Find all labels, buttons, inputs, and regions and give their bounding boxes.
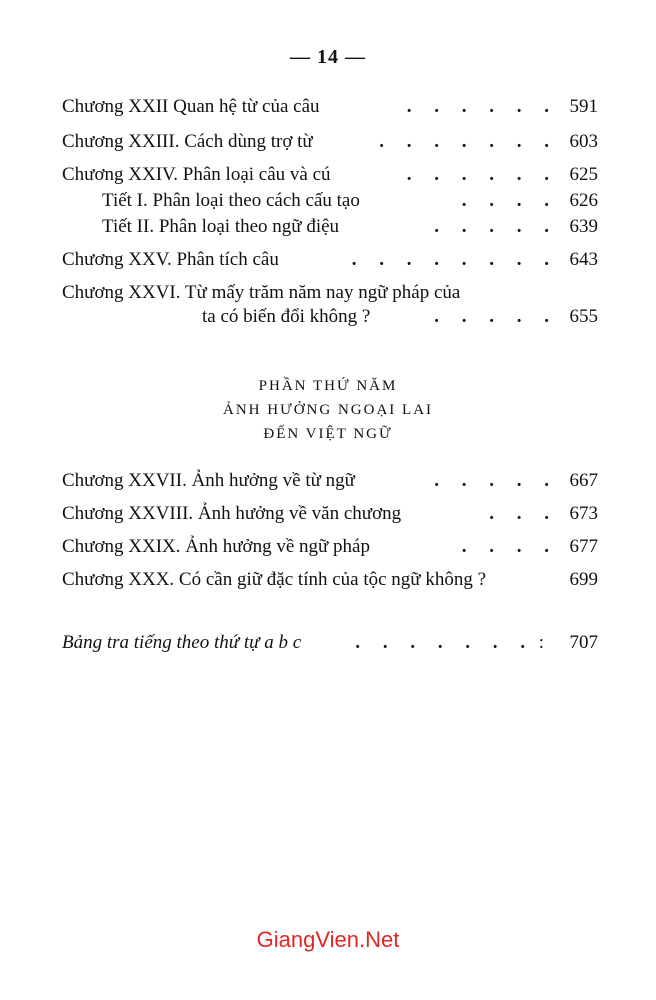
- toc-entry-page: 639: [569, 216, 598, 237]
- index-entry: [62, 632, 598, 658]
- dot-leader: . . . . . . .: [379, 131, 558, 152]
- toc-entry-page: 667: [569, 470, 598, 491]
- toc-entry: [62, 131, 598, 157]
- toc-entry: [62, 536, 598, 562]
- toc-entry-continuation: [62, 306, 598, 332]
- index-separator: :: [538, 632, 544, 653]
- toc-entry-page: 699: [569, 569, 598, 590]
- dot-leader: . . . . .: [434, 216, 558, 237]
- toc-entry-page: 626: [569, 190, 598, 211]
- toc-entry-title: Chương XXII Quan hệ từ của câu: [62, 96, 320, 117]
- toc-subentry: [102, 216, 598, 242]
- toc-subentry: [102, 190, 598, 216]
- toc-entry-page: 591: [569, 96, 598, 117]
- toc-entry-page: 677: [569, 536, 598, 557]
- toc-entry-title: Chương XXVIII. Ảnh hưởng về văn chương: [62, 503, 402, 524]
- section-title-line-2: ĐẾN VIỆT NGỮ: [263, 426, 393, 442]
- toc-entry-title: Chương XXIII. Cách dùng trợ từ: [62, 131, 313, 152]
- dot-leader: . . . .: [461, 190, 558, 211]
- toc-entry-page: 673: [569, 503, 598, 524]
- dot-leader: . . . .: [461, 536, 558, 557]
- dot-leader: . . .: [489, 503, 558, 524]
- toc-entry-page: 655: [569, 306, 598, 327]
- toc-entry: [62, 503, 598, 529]
- toc-entry-title: Chương XXV. Phân tích câu: [62, 249, 279, 270]
- toc-entry: [62, 249, 598, 275]
- dot-leader: . . . . .: [434, 470, 558, 491]
- toc-entry: [62, 470, 598, 496]
- toc-entry: [62, 96, 598, 122]
- toc-entry-title: Tiết II. Phân loại theo ngữ điệu: [102, 216, 340, 237]
- toc-entry-title: Chương XXIX. Ảnh hưởng về ngữ pháp: [62, 536, 370, 557]
- index-entry-title: Bảng tra tiếng theo thứ tự a b c: [62, 632, 302, 653]
- toc-entry-title: Tiết I. Phân loại theo cách cấu tạo: [102, 190, 360, 211]
- watermark: GiangVien.Net: [256, 927, 400, 952]
- toc-entry: [62, 282, 598, 308]
- toc-entry-title: Chương XXX. Có cần giữ đặc tính của tộc ngữ không ?: [62, 569, 487, 590]
- toc-entry: [62, 164, 598, 190]
- toc-entry-page: 643: [569, 249, 598, 270]
- toc-entry-page: 603: [569, 131, 598, 152]
- dot-leader: . . . . .: [434, 306, 558, 327]
- toc-entry-page: 625: [569, 164, 598, 185]
- toc-entry-title: ta có biến đổi không ?: [202, 306, 371, 327]
- dot-leader: . . . . . .: [406, 96, 558, 117]
- section-part-label: PHẦN THỨ NĂM: [258, 378, 398, 394]
- toc-entry: [62, 569, 598, 595]
- section-title-line-1: ẢNH HƯỞNG NGOẠI LAI: [222, 402, 434, 418]
- dot-leader: . . . . . . .: [355, 632, 535, 653]
- dot-leader: . . . . . .: [406, 164, 558, 185]
- section-heading: [0, 374, 656, 446]
- dot-leader: . . . . . . . .: [351, 249, 558, 270]
- toc-entry-title: Chương XXVI. Từ mấy trăm năm nay ngữ pháp của: [62, 282, 461, 303]
- page-number: — 14 —: [290, 46, 366, 68]
- toc-entry-title: Chương XXIV. Phân loại câu và cú: [62, 164, 331, 185]
- index-entry-page: 707: [569, 632, 598, 653]
- toc-entry-title: Chương XXVII. Ảnh hưởng về từ ngữ: [62, 470, 355, 491]
